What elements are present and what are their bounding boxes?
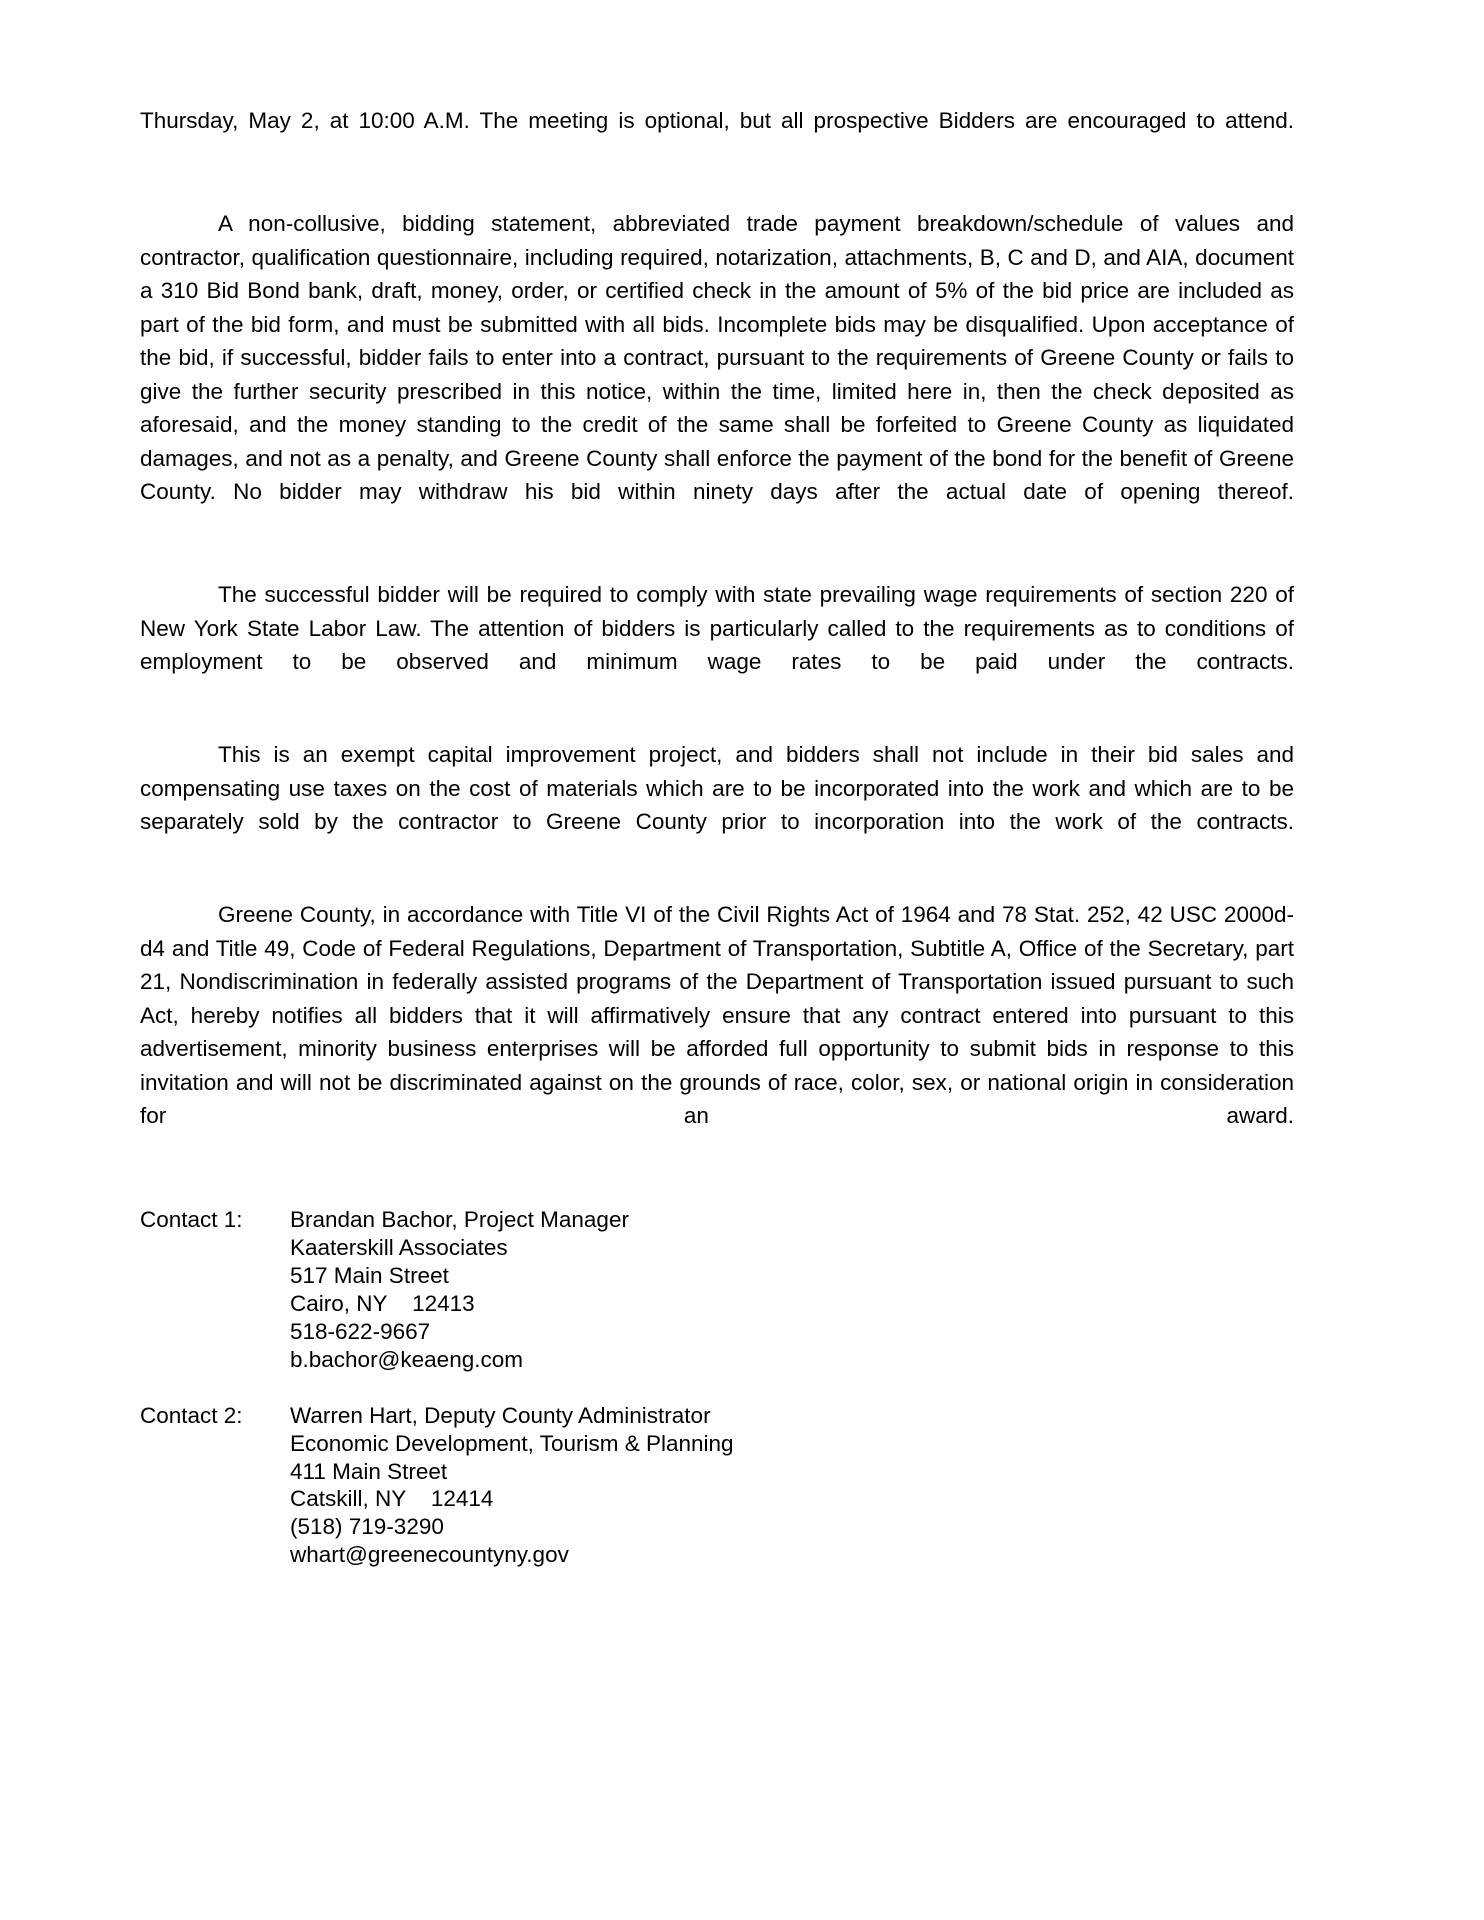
contact-1-email: b.bachor@keaeng.com — [290, 1346, 523, 1372]
contacts-spacer — [140, 1166, 1294, 1206]
paragraph-capital-improvement-tax: This is an exempt capital improvement project, and bidders shall not include in their bid sales and compensating use taxes on the cost of materials which are to be incorporated into the work and which are to be separately sold by the contractor to Greene County prior to incorporation into the work of the contracts. — [140, 742, 1294, 835]
contact-block-2 — [140, 1402, 1294, 1569]
paragraph-spacer — [140, 712, 1294, 738]
contact-2-email: whart@greenecountyny.gov — [290, 1542, 569, 1568]
paragraph-bid-requirements: A non-collusive, bidding statement, abbreviated trade payment breakdown/schedule of values and contractor, qualification questionnaire, including required, notarization, attachments, B, C and D, and AIA, document a 310 Bid Bond bank, draft, money, order, or certified check in the amount of 5% of the bid price are included as part of the bid form, and must be submitted with all bids. Incomplete bids may be disqualified. Upon acceptance of the bid, if successful, bidder fails to enter into a contract, pursuant to the requirements of Greene County or fails to give the further security prescribed in this notice, within the time, limited here in, then the check deposited as aforesaid, and the money standing to the credit of the same shall be forfeited to Greene County as liquidated damages, and not as a penalty, and Greene County shall enforce the payment of the bond for the benefit of Greene County. No bidder may withdraw his bid within ninety days after the actual date of opening thereof. — [140, 211, 1294, 505]
document-body — [140, 104, 1294, 1569]
paragraph-title-vi-nondiscrimination: Greene County, in accordance with Title VI of the Civil Rights Act of 1964 and 78 Stat. 252, 42 USC 2000d-d4 and Title 49, Code of Federal Regulations, Department of Transportation, Subtitle A, Office of the Secretary, part 21, Nondiscrimination in federally assisted programs of the Department of Transportation issued pursuant to such Act, hereby notifies all bidders that it will affirmatively ensure that any contract entered into pursuant to this advertisement, minority business enterprises will be afforded full opportunity to submit bids in response to this invitation and will not be discriminated against on the grounds of race, color, sex, or national origin in consideration for an award. — [140, 902, 1294, 1129]
contact-2-city-state-zip: Catskill, NY 12414 — [290, 1486, 494, 1512]
contact-1-name: Brandan Bachor, Project Manager — [290, 1207, 629, 1233]
contact-2-phone: (518) 719-3290 — [290, 1514, 444, 1540]
contact-1-details — [290, 1206, 1294, 1373]
contact-2-details — [290, 1402, 1294, 1569]
contact-block-1 — [140, 1206, 1294, 1373]
contact-spacer — [140, 1374, 1294, 1402]
contact-1-city-state-zip: Cairo, NY 12413 — [290, 1291, 475, 1317]
contact-2-street: 411 Main Street — [290, 1458, 448, 1484]
paragraph-spacer — [140, 171, 1294, 207]
contact-2-department: Economic Development, Tourism & Planning — [290, 1430, 734, 1456]
contact-1-street: 517 Main Street — [290, 1263, 449, 1289]
contact-1-organization: Kaaterskill Associates — [290, 1235, 508, 1261]
paragraph-meeting-note: Thursday, May 2, at 10:00 A.M. The meeting is optional, but all prospective Bidders are encouraged to attend. — [140, 108, 1294, 133]
contact-2-name: Warren Hart, Deputy County Administrator — [290, 1402, 711, 1428]
contact-1-label: Contact 1: — [140, 1207, 243, 1233]
paragraph-spacer — [140, 542, 1294, 578]
contact-2-label: Contact 2: — [140, 1402, 243, 1428]
contact-1-phone: 518-622-9667 — [290, 1319, 431, 1344]
paragraph-spacer — [140, 872, 1294, 898]
paragraph-prevailing-wage: The successful bidder will be required to comply with state prevailing wage requirements of section 220 of New York State Labor Law. The attention of bidders is particularly called to the requirements as to conditions of employment to be observed and minimum wage rates to be paid under the contracts. — [140, 582, 1294, 675]
